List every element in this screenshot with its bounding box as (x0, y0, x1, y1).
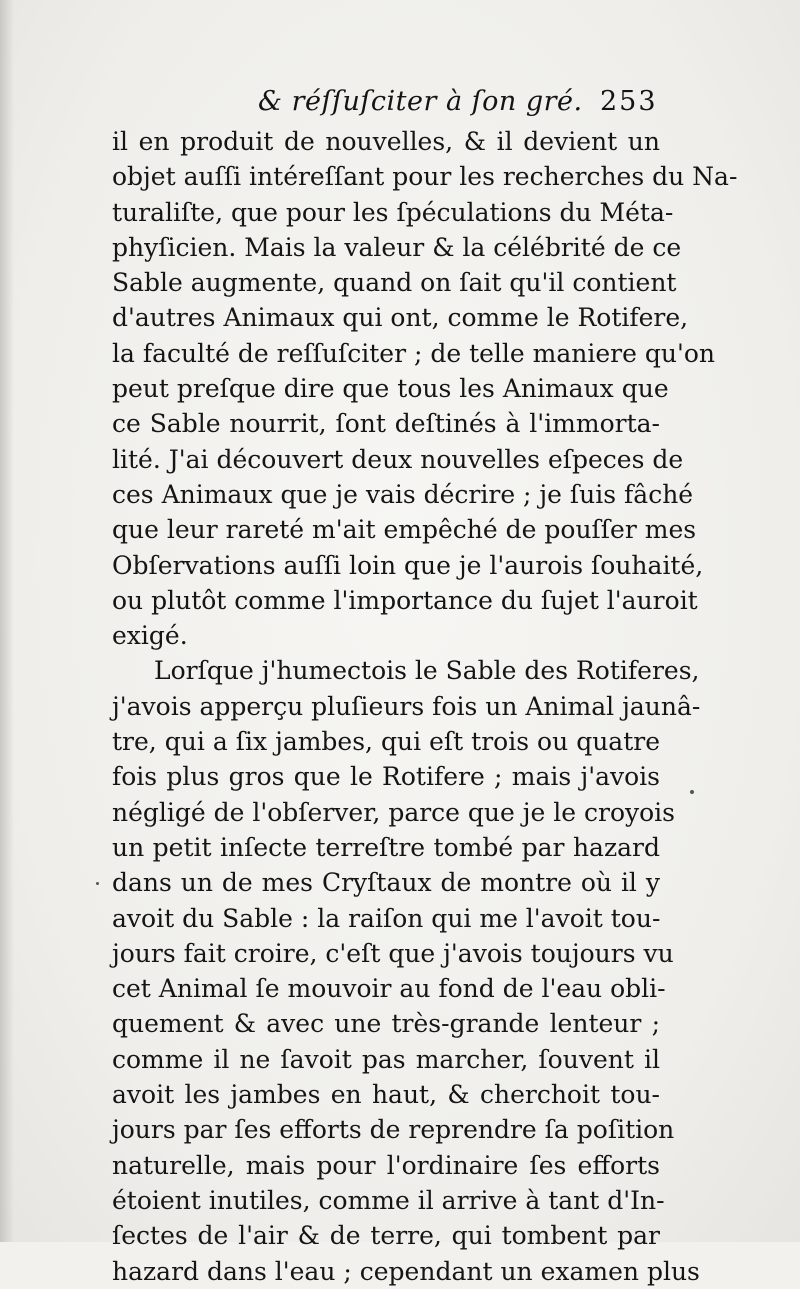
text-line: négligé de l'obſerver, parce que je le croyois (112, 797, 676, 827)
paper-speck (96, 882, 99, 885)
text-line: ces Animaux que je vais décrire ; je ſuis fâché (112, 479, 694, 509)
text-line: fois plus gros que le Rotifere ; mais j'avois (112, 762, 660, 792)
text-line: objet auſſi intéreſſant pour les recherches du Na- (112, 162, 738, 192)
text-line: jours par ſes efforts de reprendre ſa poſition (112, 1115, 675, 1145)
page-edge-shadow (0, 0, 14, 1242)
text-line: turaliſte, que pour les ſpéculations du Méta- (112, 197, 674, 227)
text-line: comme il ne ſavoit pas marcher, ſouvent il (112, 1044, 660, 1074)
text-line: jours fait croire, c'eſt que j'avois toujours vu (112, 938, 674, 968)
text-line: ce Sable nourrit, ſont deſtinés à l'immorta- (112, 409, 660, 439)
paper-speck (690, 790, 694, 794)
paragraph-end-line: exigé. (112, 621, 188, 651)
page-number: 253 (600, 86, 658, 117)
text-line: ſectes de l'air & de terre, qui tombent par (112, 1221, 660, 1251)
text-line: étoient inutiles, comme il arrive à tant d'In- (112, 1185, 665, 1215)
text-line: Obſervations auſſi loin que je l'aurois ſouhaité, (112, 550, 704, 580)
text-line: phyſicien. Mais la valeur & la célébrité de ce (112, 232, 682, 262)
text-line: j'avois apperçu pluſieurs fois un Animal jaunâ- (112, 691, 701, 721)
text-line: lité. J'ai découvert deux nouvelles eſpeces de (112, 444, 684, 474)
text-line: cet Animal ſe mouvoir au fond de l'eau obli- (112, 974, 666, 1004)
text-line: dans un de mes Cryſtaux de montre où il y (112, 868, 660, 898)
running-title: & réſſuſciter à ſon gré. (258, 86, 583, 117)
text-line: un petit inſecte terreſtre tombé par hazard (112, 832, 660, 862)
text-line: avoit les jambes en haut, & cherchoit tou- (112, 1080, 660, 1110)
text-line: avoit du Sable : la raiſon qui me l'avoit tou- (112, 903, 661, 933)
text-line: Sable augmente, quand on ſait qu'il contient (112, 268, 677, 298)
text-line: d'autres Animaux qui ont, comme le Rotifere, (112, 303, 689, 333)
text-line: peut preſque dire que tous les Animaux que (112, 374, 669, 404)
text-line: hazard dans l'eau ; cependant un examen plus (112, 1256, 700, 1286)
body-text (112, 124, 738, 1289)
text-line: quement & avec une très-grande lenteur ; (112, 1009, 660, 1039)
text-line: naturelle, mais pour l'ordinaire ſes efforts (112, 1150, 660, 1180)
text-line: que leur rareté m'ait empêché de pouſſer mes (112, 515, 697, 545)
paragraph-start-line: Lorſque j'humectois le Sable des Rotiferes, (154, 656, 700, 686)
text-line: ou plutôt comme l'importance du ſujet l'auroit (112, 585, 698, 615)
text-line: la faculté de reſſuſciter ; de telle maniere qu'on (112, 338, 715, 368)
text-line: tre, qui a ſix jambes, qui eſt trois ou quatre (112, 727, 660, 757)
text-line: il en produit de nouvelles, & il devient un (112, 127, 660, 156)
